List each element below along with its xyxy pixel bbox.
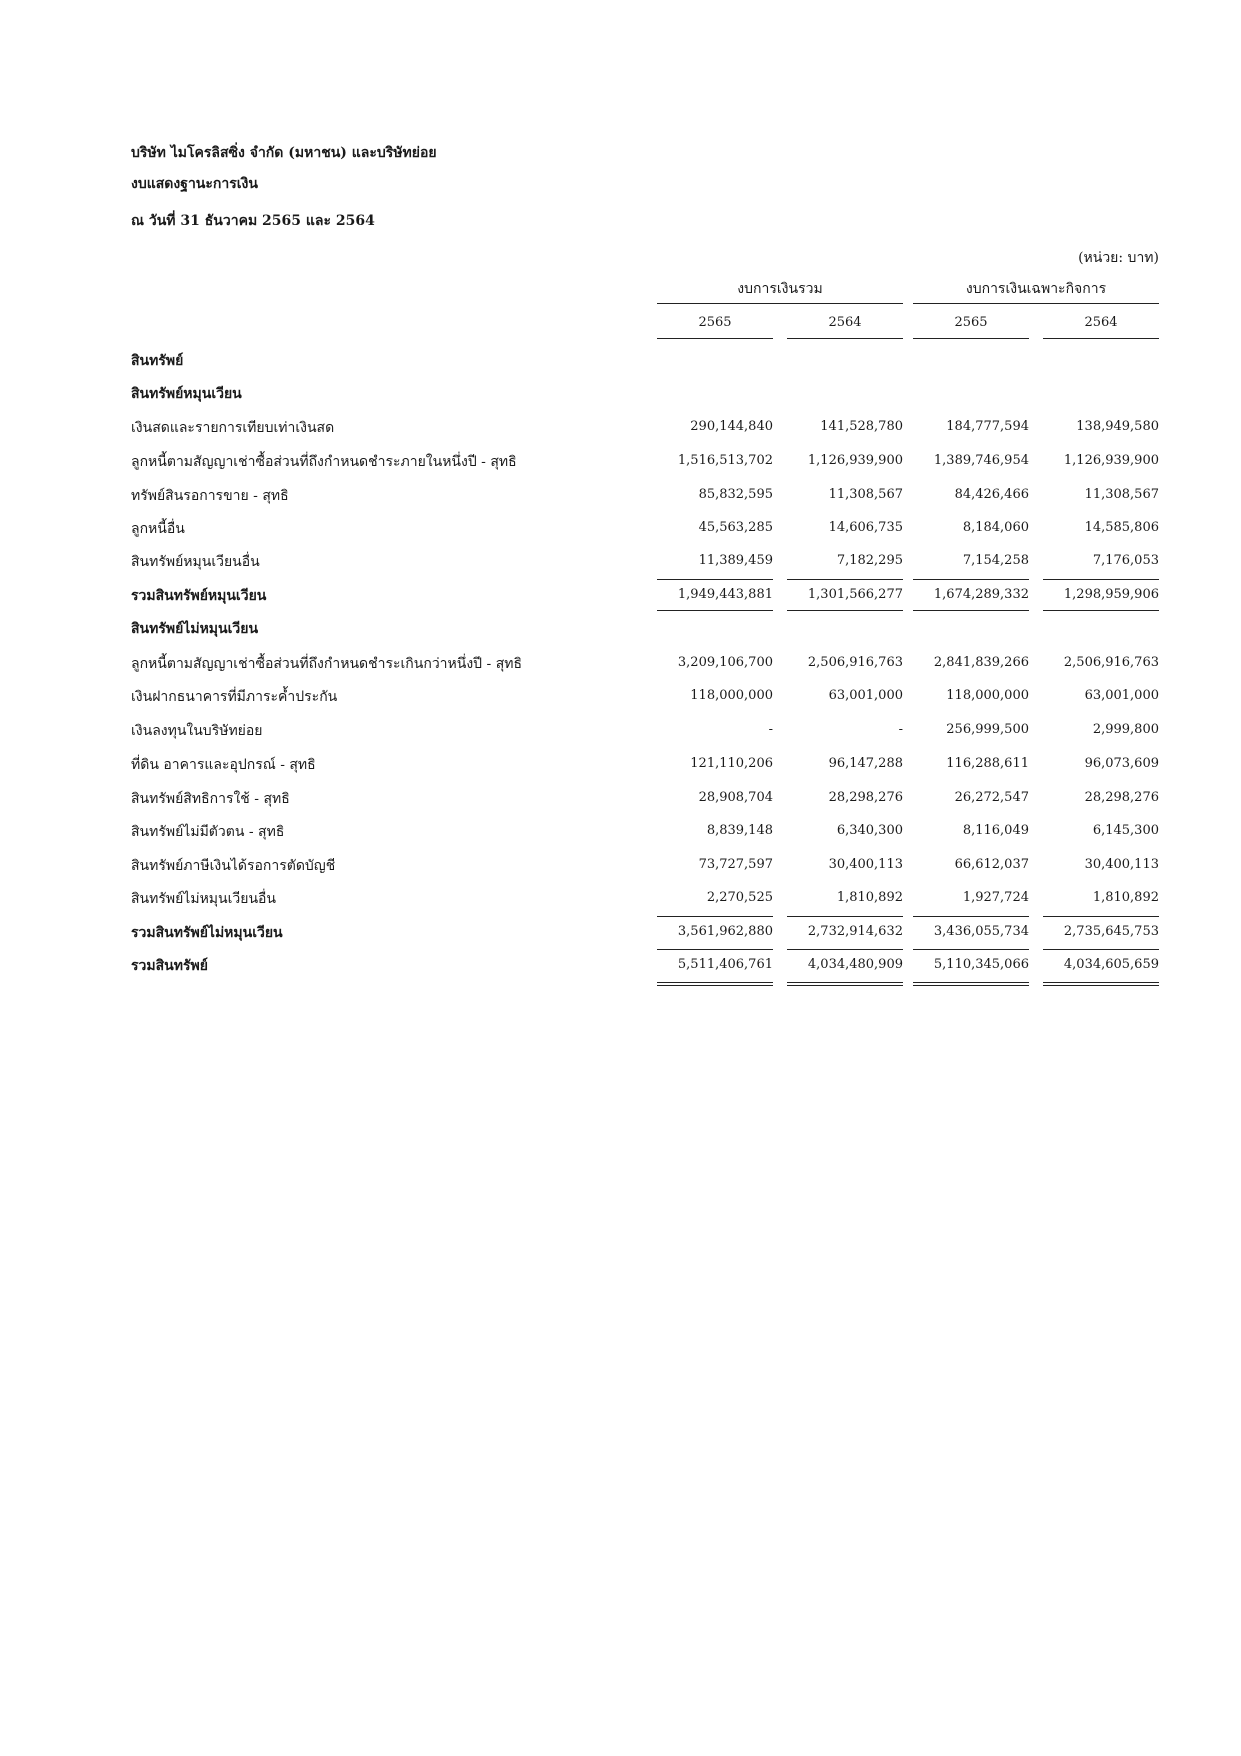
table-row	[131, 955, 1159, 977]
double-underline	[913, 982, 1029, 986]
table-row	[131, 451, 1159, 473]
row-label: เงินลงทุนในบริษัทย่อย	[131, 723, 263, 739]
subtotal-line	[913, 949, 1029, 950]
year-underline	[1043, 338, 1159, 339]
row-value: 4,034,605,659	[1063, 957, 1159, 972]
table-row	[131, 754, 1159, 776]
row-value: 1,516,513,702	[677, 453, 773, 468]
row-value: 84,426,466	[954, 487, 1029, 502]
row-label: ลูกหนี้ตามสัญญาเช่าซื้อส่วนที่ถึงกำหนดชำระภายในหนึ่งปี - สุทธิ	[131, 454, 517, 470]
statement-date: ณ วันที่ 31 ธันวาคม 2565 และ 2564	[131, 213, 375, 229]
row-value: 2,841,839,266	[933, 655, 1029, 670]
subtotal-line	[657, 610, 773, 611]
row-value: 1,810,892	[1092, 890, 1159, 905]
row-value: 96,073,609	[1084, 756, 1159, 771]
row-label: สินทรัพย์	[131, 353, 184, 369]
row-value: 2,732,914,632	[807, 924, 903, 939]
row-label: รวมสินทรัพย์	[131, 958, 208, 974]
row-value: 1,674,289,332	[933, 587, 1029, 602]
table-row	[131, 350, 1159, 372]
table-row	[131, 383, 1159, 405]
row-value: 5,110,345,066	[933, 957, 1029, 972]
subtotal-line	[787, 610, 903, 611]
row-label: ลูกหนี้ตามสัญญาเช่าซื้อส่วนที่ถึงกำหนดชำระเกินกว่าหนึ่งปี - สุทธิ	[131, 656, 523, 672]
table-row	[131, 855, 1159, 877]
group-consolidated: งบการเงินรวม	[737, 281, 823, 297]
row-value: 7,182,295	[836, 553, 903, 568]
year-header: 2565	[698, 315, 732, 330]
table-row	[131, 518, 1159, 540]
subtotal-line	[787, 949, 903, 950]
table-row	[131, 821, 1159, 843]
year-underline	[657, 338, 773, 339]
table-row	[131, 788, 1159, 810]
double-underline	[657, 982, 773, 986]
double-underline	[1043, 982, 1159, 986]
subtotal-line	[913, 610, 1029, 611]
row-value: 28,298,276	[1084, 790, 1159, 805]
row-value: 290,144,840	[690, 419, 773, 434]
row-value: 256,999,500	[946, 722, 1029, 737]
row-value: 85,832,595	[698, 487, 773, 502]
double-underline	[787, 982, 903, 986]
row-value: 4,034,480,909	[807, 957, 903, 972]
row-value: 8,116,049	[962, 823, 1029, 838]
row-value: 1,927,724	[962, 890, 1029, 905]
subtotal-line	[657, 579, 773, 580]
table-row	[131, 922, 1159, 944]
year-header: 2564	[828, 315, 862, 330]
row-value: 6,340,300	[836, 823, 903, 838]
row-label: รวมสินทรัพย์ไม่หมุนเวียน	[131, 925, 283, 941]
table-row	[131, 585, 1159, 607]
subtotal-line	[1043, 610, 1159, 611]
year-underline	[787, 338, 903, 339]
row-value: 11,308,567	[828, 487, 903, 502]
row-value: 3,561,962,880	[677, 924, 773, 939]
row-value: 28,298,276	[828, 790, 903, 805]
row-value: 116,288,611	[946, 756, 1029, 771]
unit-label: (หน่วย: บาท)	[1078, 250, 1159, 266]
row-value: 2,506,916,763	[1063, 655, 1159, 670]
row-value: 5,511,406,761	[677, 957, 773, 972]
subtotal-line	[787, 579, 903, 580]
subtotal-line	[1043, 916, 1159, 917]
subtotal-line	[1043, 579, 1159, 580]
row-value: 1,126,939,900	[807, 453, 903, 468]
row-value: 118,000,000	[690, 688, 773, 703]
row-value: 45,563,285	[698, 520, 773, 535]
subtotal-line	[1043, 949, 1159, 950]
group-underline	[657, 303, 903, 304]
row-label: สินทรัพย์ไม่หมุนเวียน	[131, 621, 259, 637]
row-value: 2,735,645,753	[1063, 924, 1159, 939]
row-value: 2,506,916,763	[807, 655, 903, 670]
row-value: 1,389,746,954	[933, 453, 1029, 468]
year-header: 2565	[954, 315, 988, 330]
row-value: 11,389,459	[698, 553, 773, 568]
row-value: 7,176,053	[1092, 553, 1159, 568]
row-label: ที่ดิน อาคารและอุปกรณ์ - สุทธิ	[131, 757, 316, 773]
row-value: 6,145,300	[1092, 823, 1159, 838]
row-label: สินทรัพย์หมุนเวียน	[131, 386, 242, 402]
row-value: 121,110,206	[690, 756, 773, 771]
row-value: 1,949,443,881	[677, 587, 773, 602]
row-label: สินทรัพย์ไม่มีตัวตน - สุทธิ	[131, 824, 285, 840]
row-value: 73,727,597	[698, 857, 773, 872]
year-header: 2564	[1084, 315, 1118, 330]
group-underline	[913, 303, 1159, 304]
row-value: 28,908,704	[698, 790, 773, 805]
company-name: บริษัท ไมโครลิสซิ่ง จำกัด (มหาชน) และบริษัทย่อย	[131, 145, 437, 161]
row-value: 141,528,780	[820, 419, 903, 434]
row-value: 30,400,113	[1084, 857, 1159, 872]
table-row	[131, 485, 1159, 507]
row-value: 138,949,580	[1076, 419, 1159, 434]
row-value: 1,301,566,277	[807, 587, 903, 602]
row-label: สินทรัพย์ไม่หมุนเวียนอื่น	[131, 891, 276, 907]
row-value: 2,270,525	[706, 890, 773, 905]
table-row	[131, 618, 1159, 640]
table-row	[131, 653, 1159, 675]
table-row	[131, 551, 1159, 573]
row-value: 184,777,594	[946, 419, 1029, 434]
subtotal-line	[657, 949, 773, 950]
row-value: 8,184,060	[962, 520, 1029, 535]
table-row	[131, 686, 1159, 708]
row-value: 11,308,567	[1084, 487, 1159, 502]
row-label: สินทรัพย์ภาษีเงินได้รอการตัดบัญชี	[131, 858, 336, 874]
year-underline	[913, 338, 1029, 339]
row-value: 8,839,148	[706, 823, 773, 838]
row-value: 96,147,288	[828, 756, 903, 771]
row-label: ลูกหนี้อื่น	[131, 521, 185, 537]
subtotal-line	[913, 916, 1029, 917]
row-label: เงินฝากธนาคารที่มีภาระค้ำประกัน	[131, 689, 338, 705]
statement-title: งบแสดงฐานะการเงิน	[131, 176, 258, 192]
table-row	[131, 417, 1159, 439]
subtotal-line	[657, 916, 773, 917]
subtotal-line	[787, 916, 903, 917]
row-value: 1,126,939,900	[1063, 453, 1159, 468]
group-separate: งบการเงินเฉพาะกิจการ	[965, 281, 1107, 297]
row-value: -	[898, 722, 903, 737]
row-value: 14,585,806	[1084, 520, 1159, 535]
row-value: 1,810,892	[836, 890, 903, 905]
row-label: เงินสดและรายการเทียบเท่าเงินสด	[131, 420, 335, 436]
row-value: 63,001,000	[1084, 688, 1159, 703]
row-value: 26,272,547	[954, 790, 1029, 805]
row-value: 2,999,800	[1092, 722, 1159, 737]
row-value: 14,606,735	[828, 520, 903, 535]
row-value: 118,000,000	[946, 688, 1029, 703]
row-value: 30,400,113	[828, 857, 903, 872]
row-value: 7,154,258	[962, 553, 1029, 568]
row-label: รวมสินทรัพย์หมุนเวียน	[131, 588, 267, 604]
subtotal-line	[913, 579, 1029, 580]
row-value: 3,209,106,700	[677, 655, 773, 670]
row-label: ทรัพย์สินรอการขาย - สุทธิ	[131, 488, 289, 504]
row-value: -	[768, 722, 773, 737]
row-value: 63,001,000	[828, 688, 903, 703]
table-row	[131, 720, 1159, 742]
row-value: 3,436,055,734	[933, 924, 1029, 939]
row-value: 1,298,959,906	[1063, 587, 1159, 602]
row-value: 66,612,037	[954, 857, 1029, 872]
table-row	[131, 888, 1159, 910]
row-label: สินทรัพย์สิทธิการใช้ - สุทธิ	[131, 791, 290, 807]
row-label: สินทรัพย์หมุนเวียนอื่น	[131, 554, 260, 570]
